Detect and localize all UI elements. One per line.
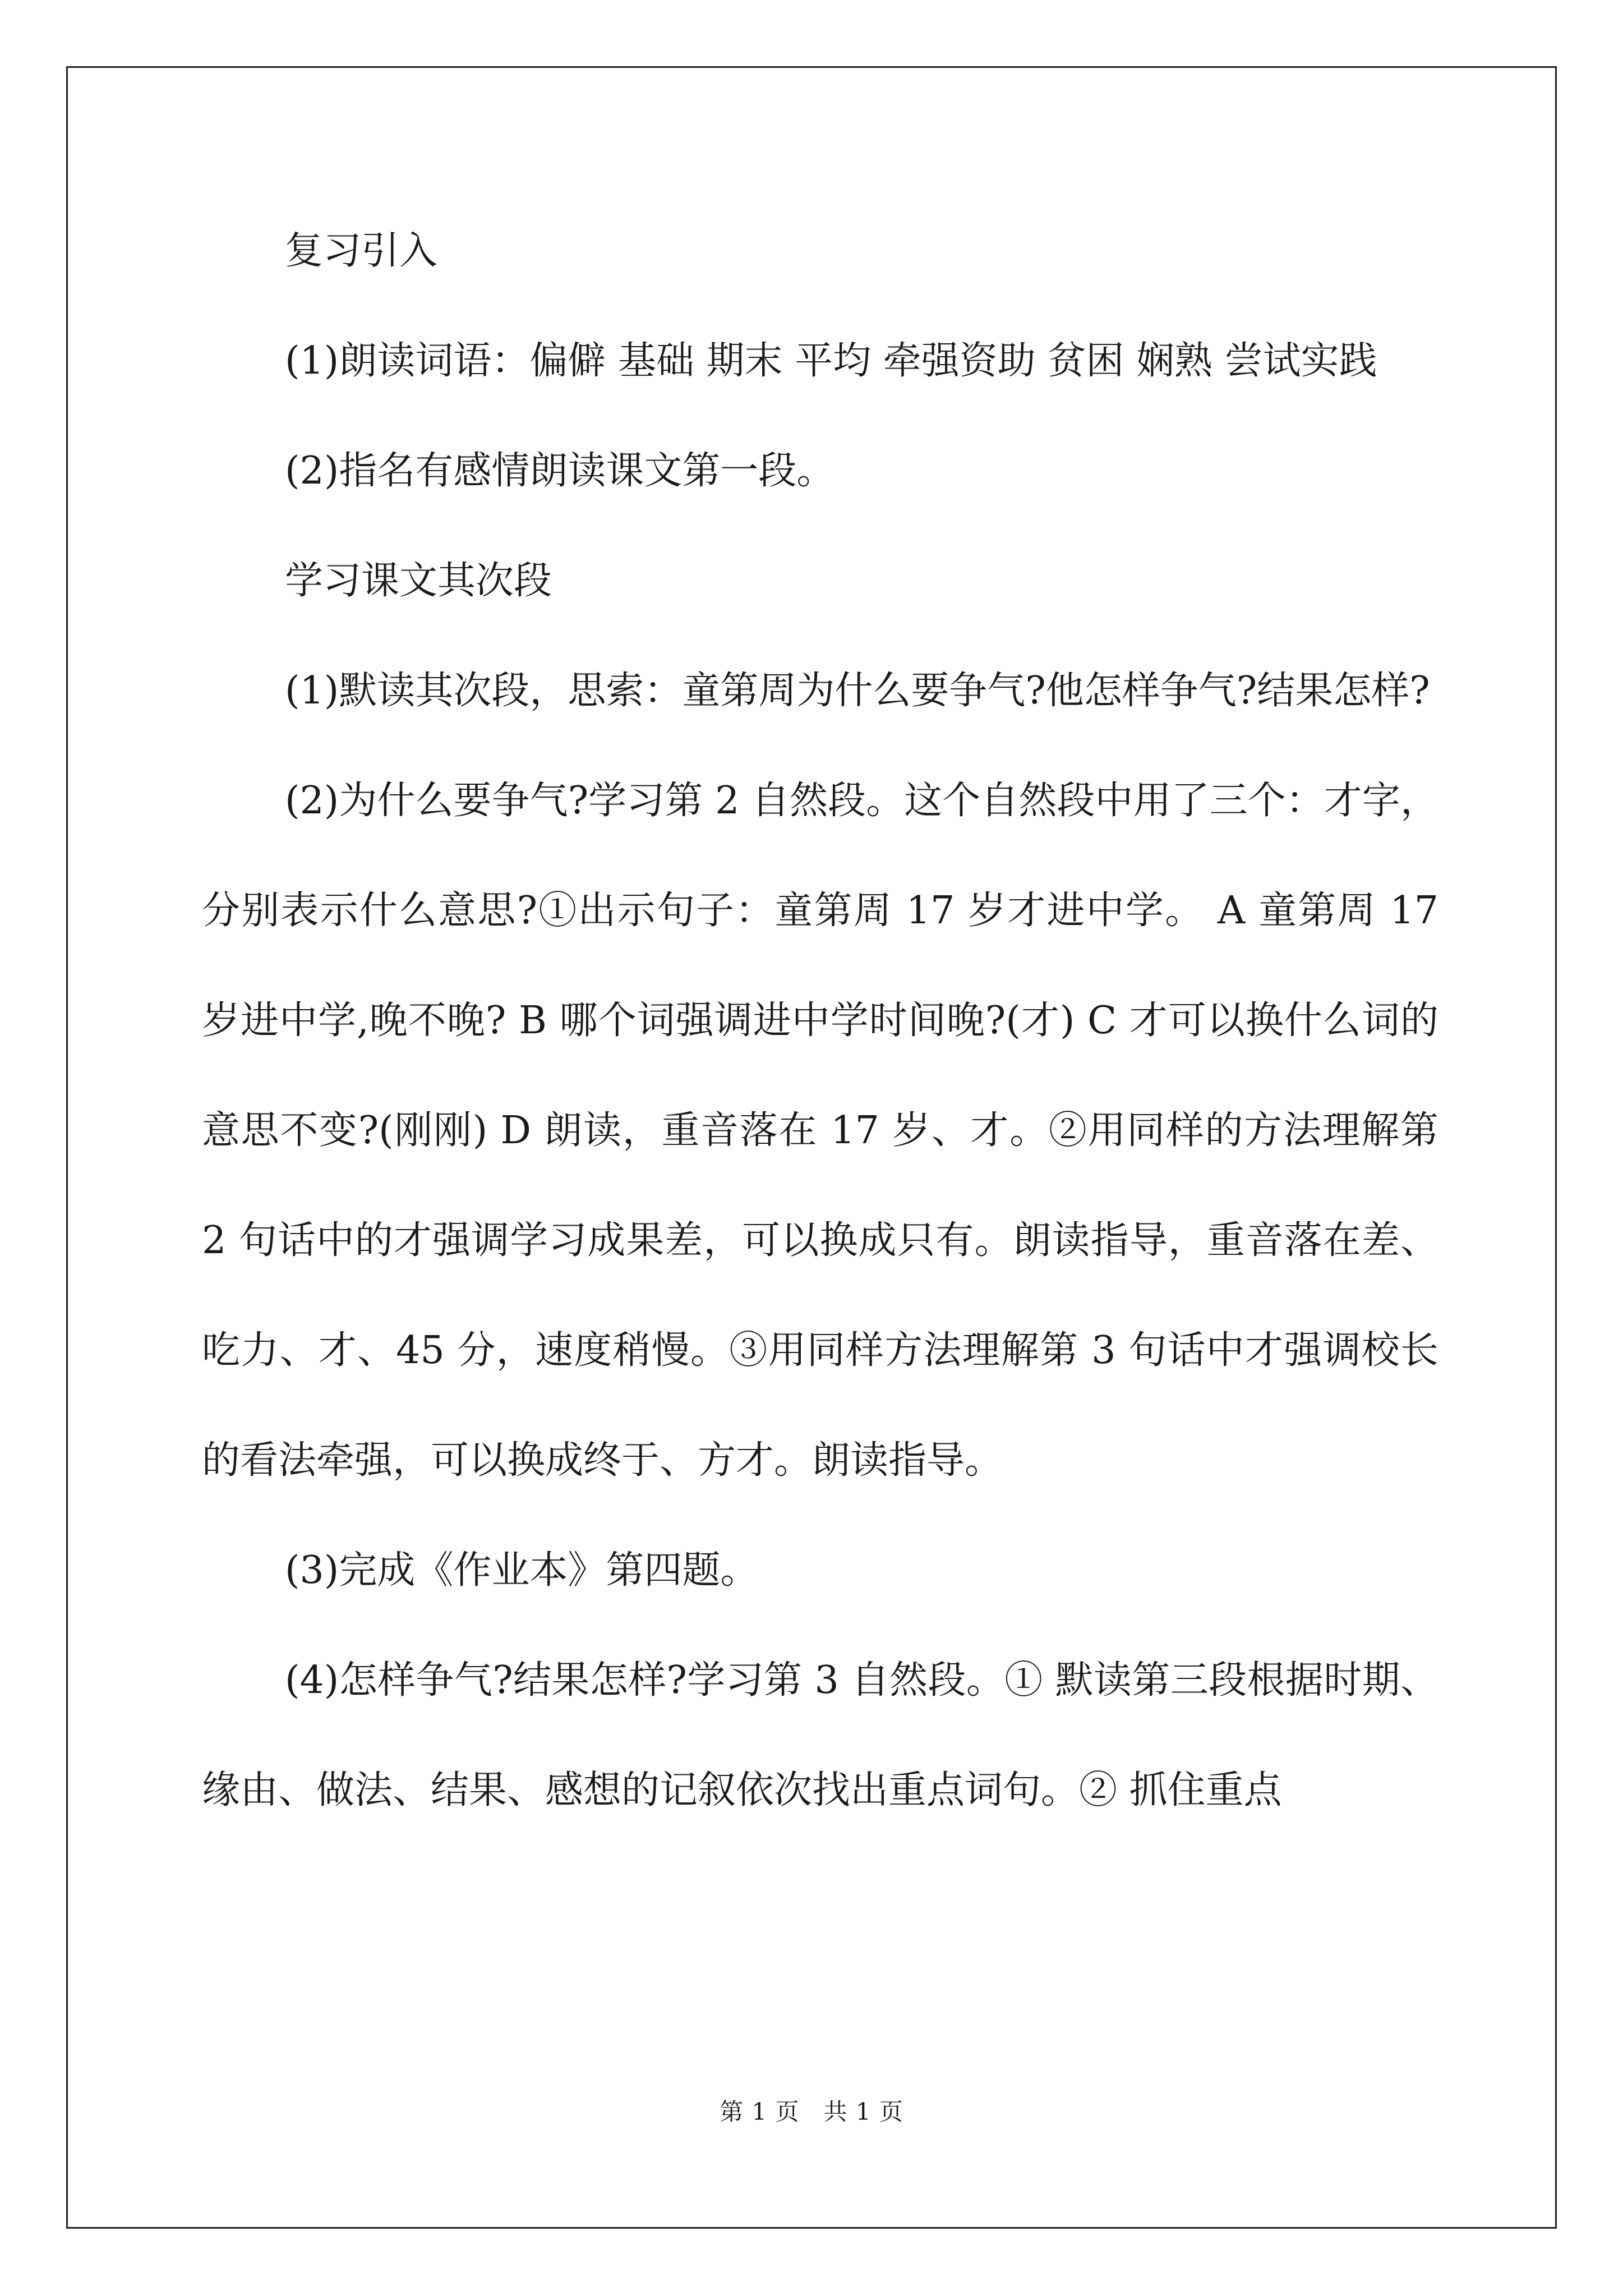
document-body	[202, 196, 1438, 1846]
paragraph-second-section-heading: 学习课文其次段	[285, 559, 552, 603]
paragraph-read-words: (1)朗读词语：偏僻 基础 期末 平均 牵强资助 贫困 娴熟 尝试实践	[285, 339, 1377, 383]
paragraph-workbook: (3)完成《作业本》第四题。	[285, 1548, 759, 1593]
paragraph-silent-reading: (1)默读其次段，思索：童第周为什么要争气?他怎样争气?结果怎样?	[285, 669, 1430, 713]
paragraph-why-strive: (2)为什么要争气?学习第 2 自然段。这个自然段中用了三个：才字，分别表示什么意思?①出示句子：童第周 17 岁才进中学。 A 童第周 17 岁进中学,晚不晚? B 哪个词强调进中学时间晚?(才) C 才可以换什么词的意思不变?(刚刚) D 朗读，重音落在 17 岁、才。②用同样的方法理解第 2 句话中的才强调学习成果差，可以换成只有。朗读指导，重音落在差、吃力、才、45 分，速度稍慢。③用同样方法理解第 3 句话中才强调校长的看法牵强，可以换成终于、方才。朗读指导。	[202, 779, 1438, 1483]
page-number: 第 1 页 共 1 页	[720, 2098, 903, 2125]
paragraph-read-first-section: (2)指名有感情朗读课文第一段。	[285, 449, 835, 493]
paragraph-how-strive: (4)怎样争气?结果怎样?学习第 3 自然段。① 默读第三段根据时期、缘由、做法、结果、感想的记叙依次找出重点词句。② 抓住重点	[202, 1658, 1438, 1812]
page-footer	[0, 2095, 1623, 2129]
paragraph-review-heading: 复习引入	[285, 229, 438, 273]
